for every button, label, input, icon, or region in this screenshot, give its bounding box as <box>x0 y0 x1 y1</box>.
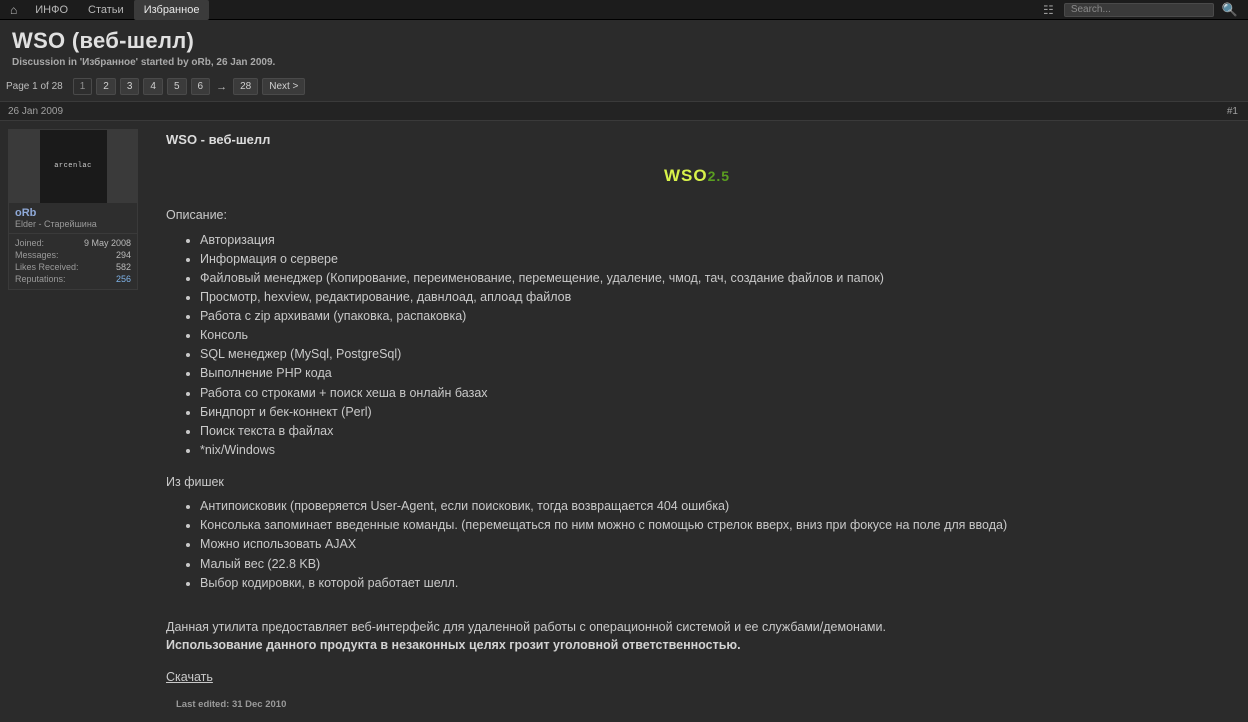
list-item: • Авторизация <box>200 231 1228 249</box>
nav-item-info[interactable]: ИНФО <box>35 3 69 16</box>
page-count-label: Page 1 of 28 <box>6 81 63 92</box>
search-box[interactable] <box>1064 3 1214 17</box>
wso-logo <box>166 164 1228 189</box>
author-panel <box>8 129 138 290</box>
page-button-2[interactable]: 2 <box>96 78 116 95</box>
list-item: • *nix/Windows <box>200 441 1228 459</box>
top-navbar <box>0 0 1248 20</box>
list-item: • Выбор кодировки, в которой работает шелл. <box>200 574 1228 592</box>
search-input[interactable] <box>1069 3 1209 16</box>
stat-label-joined: Joined: <box>15 238 45 248</box>
last-edited-label: Last edited: 31 Dec 2010 <box>176 699 287 711</box>
wso-logo-version: 2.5 <box>707 167 731 184</box>
feature-list <box>166 231 1228 460</box>
legal-warning: Использование данного продукта в незаконных целях грозит уголовной ответственностью. <box>166 637 741 652</box>
list-item: • Поиск текста в файлах <box>200 422 1228 440</box>
nav-item-favorites[interactable]: Избранное <box>134 0 210 20</box>
stat-value-reputations: 256 <box>115 274 131 284</box>
home-icon[interactable]: ⌂ <box>10 2 18 17</box>
list-item: • Консолька запоминает введенные команды. (перемещаться по ним можно с помощью стрелок вверх, вниз при фокусе на поле для ввода) <box>200 516 1228 534</box>
avatar-image <box>40 130 107 203</box>
description-paragraph: Данная утилита предоставляет веб-интерфейс для удаленной работы с операционной системой и ее службами/демонами. <box>166 619 886 634</box>
wso-logo-text: WSO <box>663 165 708 185</box>
stat-value-likes: 582 <box>115 262 131 272</box>
search-icon[interactable]: 🔍 <box>1221 1 1238 17</box>
list-item: • Работа с zip архивами (упаковка, распаковка) <box>200 307 1228 325</box>
stat-value-joined: 9 May 2008 <box>83 238 131 248</box>
sitemap-icon[interactable]: ☷ <box>1043 2 1054 17</box>
page-button-3[interactable]: 3 <box>120 78 140 95</box>
extras-list <box>166 497 1228 592</box>
list-item: • Просмотр, hexview, редактирование, давнлоад, аплоад файлов <box>200 288 1228 306</box>
author-title: Elder - Старейшина <box>9 219 137 234</box>
page-button-4[interactable]: 4 <box>143 78 163 95</box>
post-header <box>0 101 1248 121</box>
avatar-label: arcenlac <box>54 162 92 170</box>
pagination <box>0 72 1248 101</box>
next-page-button[interactable]: Next > <box>262 78 305 95</box>
post-container <box>0 121 1248 722</box>
page-button-last[interactable]: 28 <box>233 78 258 95</box>
spacer <box>166 606 1228 618</box>
stat-row <box>9 249 137 261</box>
nav-item-articles[interactable]: Статьи <box>88 3 124 16</box>
list-item: • Можно использовать AJAX <box>200 535 1228 553</box>
post-date: 26 Jan 2009 <box>8 105 64 117</box>
list-item: • Биндпорт и бек-коннект (Perl) <box>200 403 1228 421</box>
list-item: • Антипоисковик (проверяется User-Agent, если поисковик, тогда возвращается 404 ошибка) <box>200 497 1228 515</box>
stat-row <box>9 273 137 285</box>
stat-label-reputations: Reputations: <box>15 274 66 284</box>
page-ellipsis: → <box>216 80 228 93</box>
avatar[interactable] <box>9 130 137 203</box>
author-name[interactable]: oRb <box>15 207 37 219</box>
thread-subtitle: Discussion in 'Избранное' started by oRb, 26 Jan 2009. <box>12 57 276 68</box>
author-stats <box>9 234 137 289</box>
post-message <box>138 121 1248 722</box>
page-title: WSO (веб-шелл) <box>12 28 195 53</box>
stat-value-messages: 294 <box>115 250 131 260</box>
description-heading: Описание: <box>166 208 227 223</box>
list-item: • Малый вес (22.8 KB) <box>200 555 1228 573</box>
list-item: • Файловый менеджер (Копирование, переименование, перемещение, удаление, чмод, тач, создание файлов и папок) <box>200 269 1228 287</box>
list-item: • SQL менеджер (MySql, PostgreSql) <box>200 345 1228 363</box>
post-permalink[interactable]: #1 <box>1226 105 1238 117</box>
extras-heading: Из фишек <box>166 475 224 490</box>
title-block <box>0 20 1248 72</box>
list-item: • Информация о сервере <box>200 250 1228 268</box>
stat-row <box>9 261 137 273</box>
page-button-5[interactable]: 5 <box>167 78 187 95</box>
page-button-1[interactable]: 1 <box>73 78 93 95</box>
stat-label-likes: Likes Received: <box>15 262 79 272</box>
download-link[interactable]: Скачать <box>166 670 213 685</box>
stat-label-messages: Messages: <box>15 250 59 260</box>
list-item: • Выполнение PHP кода <box>200 364 1228 382</box>
list-item: • Работа со строками + поиск хеша в онлайн базах <box>200 384 1228 402</box>
message-title: WSO - веб-шелл <box>166 132 271 147</box>
list-item: • Консоль <box>200 326 1228 344</box>
page-button-6[interactable]: 6 <box>191 78 211 95</box>
stat-row <box>9 237 137 249</box>
